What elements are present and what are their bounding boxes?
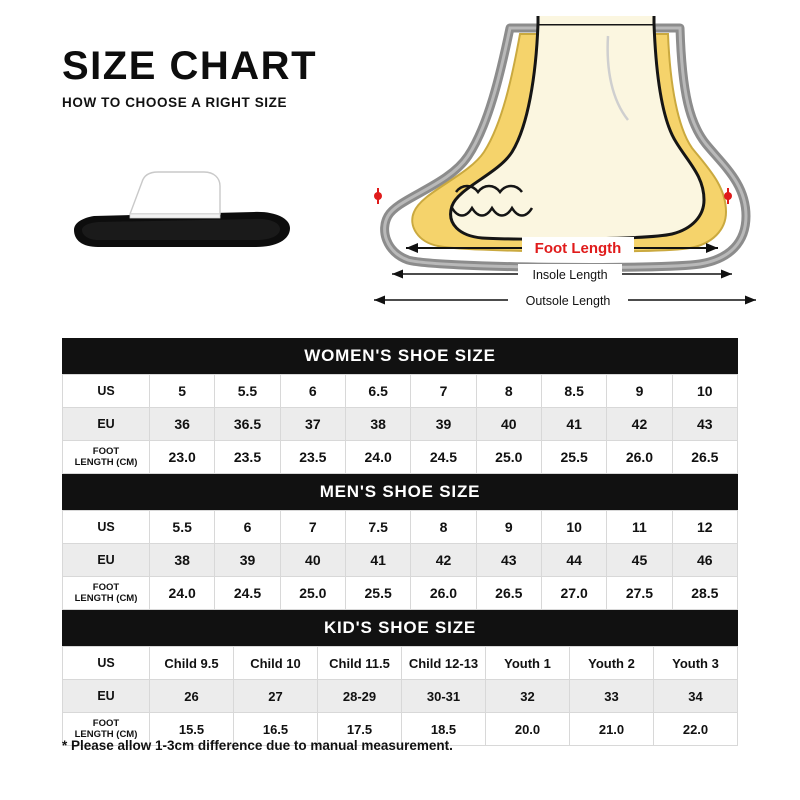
cell: 26.0 [411,577,476,610]
row-label: EU [63,544,150,577]
cell: 39 [215,544,280,577]
cell: 26.5 [476,577,541,610]
row-label-line2: LENGTH (CM) [74,593,138,604]
row-label-line1: FOOT [92,718,120,729]
cell: 24.0 [345,441,410,474]
cell: 24.5 [411,441,476,474]
cell: 42 [411,544,476,577]
cell: 20.0 [486,713,570,746]
cell: 28.5 [672,577,737,610]
insole-length-label: Insole Length [532,268,608,282]
cell: 30-31 [402,680,486,713]
row-label: EU [63,680,150,713]
cell: 43 [476,544,541,577]
cell: 37 [280,408,345,441]
cell: 18.5 [402,713,486,746]
cell: 8.5 [541,375,606,408]
measurement-footnote: * Please allow 1-3cm difference due to manual measurement. [62,738,453,753]
cell: 23.5 [215,441,280,474]
table-row [63,544,738,577]
cell: 5 [150,375,215,408]
cell: 6.5 [345,375,410,408]
cell: 38 [150,544,215,577]
cell: Child 12-13 [402,647,486,680]
row-label-line2: LENGTH (CM) [74,457,138,468]
cell: 8 [476,375,541,408]
cell: 25.5 [345,577,410,610]
cell: 6 [280,375,345,408]
table-row [63,408,738,441]
table-row [63,375,738,408]
cell: 28-29 [318,680,402,713]
cell: 26 [150,680,234,713]
cell: 36.5 [215,408,280,441]
cell: Youth 1 [486,647,570,680]
cell: Child 11.5 [318,647,402,680]
mens-section-header: MEN'S SHOE SIZE [62,474,738,510]
cell: 41 [541,408,606,441]
cell: 15.5 [150,713,234,746]
cell: 21.0 [570,713,654,746]
cell: 7 [280,511,345,544]
row-label: EU [63,408,150,441]
cell: 9 [607,375,672,408]
cell: 17.5 [318,713,402,746]
row-label [63,441,150,474]
cell: 10 [541,511,606,544]
sandal-icon [68,168,298,258]
cell: 6 [215,511,280,544]
cell: 5.5 [150,511,215,544]
cell: 27.5 [607,577,672,610]
foot-measurement-diagram [360,16,780,316]
cell: 40 [476,408,541,441]
row-label-line1: FOOT [92,446,120,457]
page-subtitle: HOW TO CHOOSE A RIGHT SIZE [62,95,288,110]
cell: 23.5 [280,441,345,474]
cell: 44 [541,544,606,577]
size-tables [62,338,738,746]
page-title: SIZE CHART [62,44,317,88]
cell: 5.5 [215,375,280,408]
table-row [63,647,738,680]
row-label: US [63,375,150,408]
cell: 9 [476,511,541,544]
kids-size-table [62,646,738,746]
row-label-line2: LENGTH (CM) [74,729,138,740]
slide-sandal-illustration [68,168,298,258]
cell: 41 [345,544,410,577]
cell: 38 [345,408,410,441]
table-row [63,511,738,544]
row-label [63,577,150,610]
cell: 34 [654,680,738,713]
cell: 7.5 [345,511,410,544]
cell: 12 [672,511,737,544]
cell: 43 [672,408,737,441]
table-row [63,441,738,474]
cell: 42 [607,408,672,441]
row-label-line1: FOOT [92,582,120,593]
cell: 26.5 [672,441,737,474]
table-row [63,577,738,610]
kids-section-header: KID'S SHOE SIZE [62,610,738,646]
cell: Youth 2 [570,647,654,680]
mens-size-table [62,510,738,610]
cell: 36 [150,408,215,441]
cell: Child 10 [234,647,318,680]
row-label: US [63,511,150,544]
cell: 27.0 [541,577,606,610]
cell: 26.0 [607,441,672,474]
cell: 25.5 [541,441,606,474]
cell: 16.5 [234,713,318,746]
cell: 25.0 [476,441,541,474]
header [62,46,362,110]
cell: 24.5 [215,577,280,610]
cell: 11 [607,511,672,544]
cell: 33 [570,680,654,713]
outsole-length-label: Outsole Length [525,294,611,308]
cell: 40 [280,544,345,577]
cell: 25.0 [280,577,345,610]
table-row [63,680,738,713]
cell: 23.0 [150,441,215,474]
womens-size-table [62,374,738,474]
cell: 8 [411,511,476,544]
cell: 32 [486,680,570,713]
cell: 22.0 [654,713,738,746]
cell: 39 [411,408,476,441]
foot-diagram-svg [360,16,780,316]
cell: Child 9.5 [150,647,234,680]
cell: 27 [234,680,318,713]
foot-length-label: Foot Length [534,240,622,257]
cell: 7 [411,375,476,408]
row-label: US [63,647,150,680]
cell: 45 [607,544,672,577]
cell: 24.0 [150,577,215,610]
womens-section-header: WOMEN'S SHOE SIZE [62,338,738,374]
cell: Youth 3 [654,647,738,680]
cell: 46 [672,544,737,577]
cell: 10 [672,375,737,408]
